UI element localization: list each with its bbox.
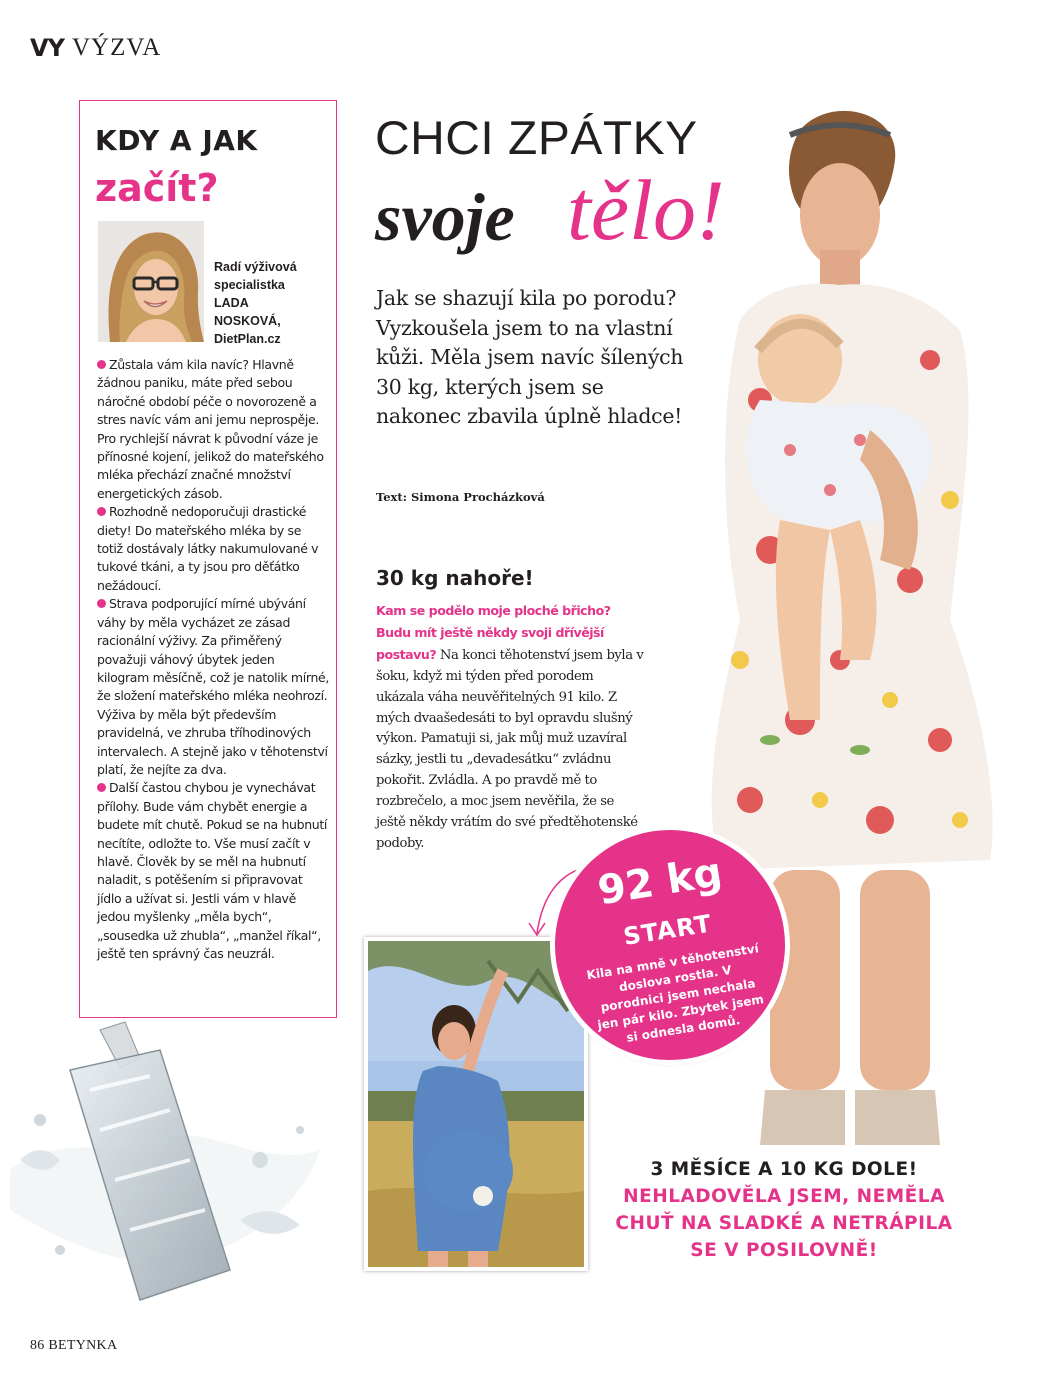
credit-line: DietPlan.cz xyxy=(214,332,281,346)
badge-weight: 92 kg xyxy=(594,849,726,915)
water-bottle-illustration xyxy=(0,1010,340,1310)
sidebar-paragraph: Strava podporující mírné ubývání váhy by měla vycházet ze zásad racionální výživy. Za přiměřený považuji váhový úbytek jeden kilogram měsíčně, což je natolik mírné, že složení mateřského mléka neohrozí. Výživa by měla být především pravidelná, ve zhruba tříhodinových intervalech. A stejně jako v těhotenství platí, že nejíte za dva. xyxy=(97,596,329,777)
result-caption xyxy=(604,1156,964,1264)
magazine-logo: VY xyxy=(30,34,64,62)
sidebar-title-line1: KDY A JAK xyxy=(95,124,258,157)
badge-label: START xyxy=(621,909,714,951)
headline-line2-black: svoje xyxy=(375,179,515,255)
expert-credit xyxy=(214,258,329,348)
section-label: VÝZVA xyxy=(72,34,162,61)
expert-portrait-photo xyxy=(98,221,204,342)
bullet-dot-icon xyxy=(97,783,106,792)
pregnant-photo-image xyxy=(368,941,584,1267)
credit-line: NOSKOVÁ, xyxy=(214,314,281,328)
section-body xyxy=(376,601,644,855)
credit-line: LADA xyxy=(214,296,249,310)
section-heading: 30 kg nahoře! xyxy=(376,566,534,590)
byline: Text: Simona Procházková xyxy=(376,490,545,504)
bullet-dot-icon xyxy=(97,360,106,369)
headline-line1: CHCI ZPÁTKY xyxy=(375,111,698,164)
bullet-dot-icon xyxy=(97,599,106,608)
section-text: Na konci těhotenství jsem byla v šoku, když mi týden před porodem ukázala váha neuvěřitelných 91 kilo. Z mých dvaašedesáti to byl opravdu slušný výkon. Pamatuji si, jak můj muž uzavíral sázky, jestli tu „devadesátku“ zvládnu pokořit. Zvládla. A po pravdě mě to rozbrečelo, a moc jsem nevěřila, že se ještě někdy vrátím do své předtěhotenské podoby. xyxy=(376,647,644,851)
credit-line: Radí výživová xyxy=(214,260,297,274)
lead-paragraph: Jak se shazují kila po porodu? Vyzkoušela jsem to na vlastní kůži. Měla jsem navíc šílených 30 kg, kterých jsem se nakonec zbavila úplně hladce! xyxy=(376,286,684,428)
pregnant-photo xyxy=(364,937,588,1271)
sidebar-body xyxy=(97,356,329,963)
sidebar-paragraph: Zůstala vám kila navíc? Hlavně žádnou paniku, máte před sebou náročné období péče o novorozeně a stres navíc vám ani jemu neprospěje. Pro rychlejší návrat k původní váze je přínosné kojení, jelikož do mateřského mléka přechází značné množství energetických zásob. xyxy=(97,357,324,501)
sidebar-paragraph: Další častou chybou je vynechávat přílohy. Bude vám chybět energie a budete mít chutě. Pokud se na hubnutí necítíte, odložte to. Vše musí začít v hlavě. Člověk by se měl na hubnutí naladit, s potěšením si připravovat jídlo a užívat si. Jestli vám v hlavě jedou myšlenky „měla bych“, „sousedka už zhubla“, „manžel říkal“, ještě ten správný čas neuzrál. xyxy=(97,780,328,961)
bullet-dot-icon xyxy=(97,507,106,516)
credit-line: specialistka xyxy=(214,278,285,292)
sidebar-title-line2: začít? xyxy=(95,166,219,210)
headline-line2-pink: tělo! xyxy=(567,162,725,258)
page-footer: 86 BETYNKA xyxy=(30,1338,118,1353)
section-question: Kam se podělo moje ploché břicho? Budu mít ještě někdy svoji dřívější postavu? xyxy=(376,603,611,662)
badge-text: Kila na mně v těhotenství doslova rostla. V porodnici jsem nechala jen pár kilo. Zbytek jsem si odnesla domů. xyxy=(585,941,765,1045)
sidebar-paragraph: Rozhodně nedoporučuji drastické diety! Do mateřského mléka by se totiž dostávaly látky nakumulované v tukové tkáni, a ty jsou pro děťátko nežádoucí. xyxy=(97,504,319,593)
result-caption-line2: NEHLADOVĚLA JSEM, NEMĚLA CHUŤ NA SLADKÉ A NETRÁPILA SE V POSILOVNĚ! xyxy=(615,1186,953,1261)
result-caption-line1: 3 MĚSÍCE A 10 KG DOLE! xyxy=(650,1159,918,1180)
